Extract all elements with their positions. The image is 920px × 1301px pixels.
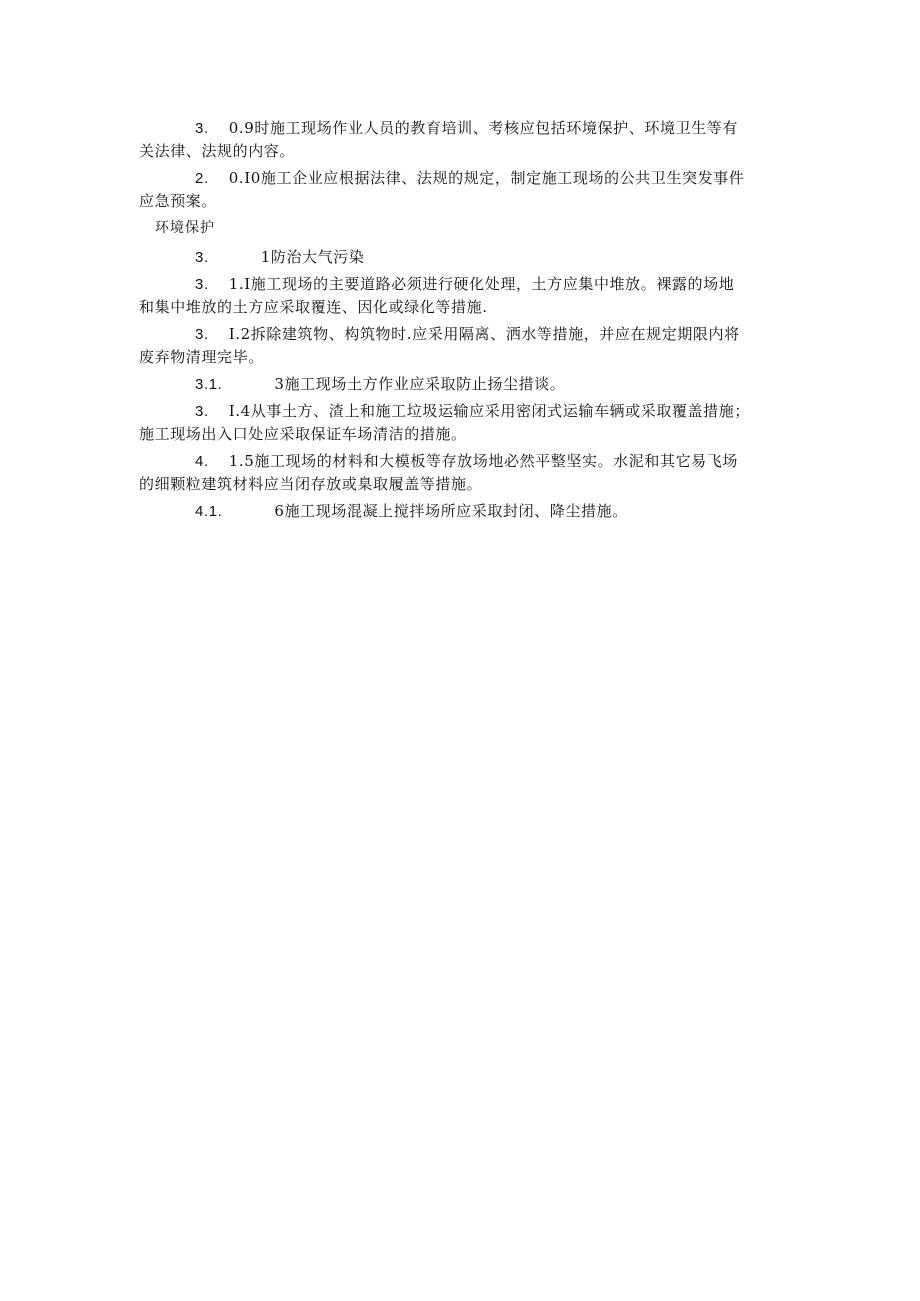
item-1-4: [139, 400, 784, 446]
item-1-3: [139, 373, 784, 396]
subsection-heading: [139, 246, 784, 269]
item-1-2: [139, 323, 784, 369]
item-1-6: [139, 500, 784, 523]
item-number: 4.1.: [195, 503, 223, 520]
item-continuation: 的细颗粒建筑材料应当闭存放或臬取履盖等措施。: [139, 475, 483, 493]
item-text: I.4从事土方、渣上和施工垃圾运输应采用密闭式运输车辆或采取覆盖措施；: [228, 402, 750, 420]
item-number: 3.: [195, 326, 209, 343]
paragraph-3-0-9: [139, 117, 784, 163]
item-text: 3施工现场土方作业应采取防止扬尘措谈。: [274, 375, 566, 393]
item-continuation: 和集中堆放的土方应采取覆连、因化或绿化等措施.: [139, 298, 488, 316]
paragraph-number: 2.: [195, 170, 209, 187]
item-number: 3.: [195, 276, 209, 293]
paragraph-text: 0.9时施工现场作业人员的教育培训、考核应包括环境保护、环境卫生等有: [228, 119, 738, 137]
item-text: I.2拆除建筑物、构筑物时.应采用隔离、洒水等措施，并应在规定期限内将: [228, 325, 740, 343]
item-text: 1.5施工现场的材料和大模板等存放场地必然平整坚实。水泥和其它易飞场: [228, 452, 738, 470]
item-text: 1.I施工现场的主要道路必须进行硬化处理，土方应集中堆放。裸露的场地: [228, 275, 735, 293]
paragraph-continuation: 关法律、法规的内容。: [139, 142, 296, 160]
document-body: [139, 117, 784, 527]
item-continuation: 施工现场出入口处应采取保证车场清洁的措施。: [139, 425, 467, 443]
paragraph-continuation: 应急预案。: [139, 192, 218, 210]
item-number: 3.: [195, 403, 209, 420]
subsection-title: 1防治大气污染: [260, 248, 365, 266]
item-text: 6施工现场混凝上搅拌场所应采取封闭、降尘措施。: [274, 502, 628, 520]
item-continuation: 废弃物清理完毕。: [139, 348, 264, 366]
item-1-1: [139, 273, 784, 319]
section-title: 环境保护: [155, 220, 215, 236]
paragraph-2-0-10: [139, 167, 784, 213]
paragraph-number: 3.: [195, 120, 209, 137]
paragraph-text: 0.I0施工企业应根据法律、法规的规定，制定施工现场的公共卫生突发事件: [228, 169, 745, 187]
subsection-number: 3.: [195, 249, 209, 266]
item-number: 4.: [195, 453, 209, 470]
item-number: 3.1.: [195, 376, 223, 393]
item-1-5: [139, 450, 784, 496]
